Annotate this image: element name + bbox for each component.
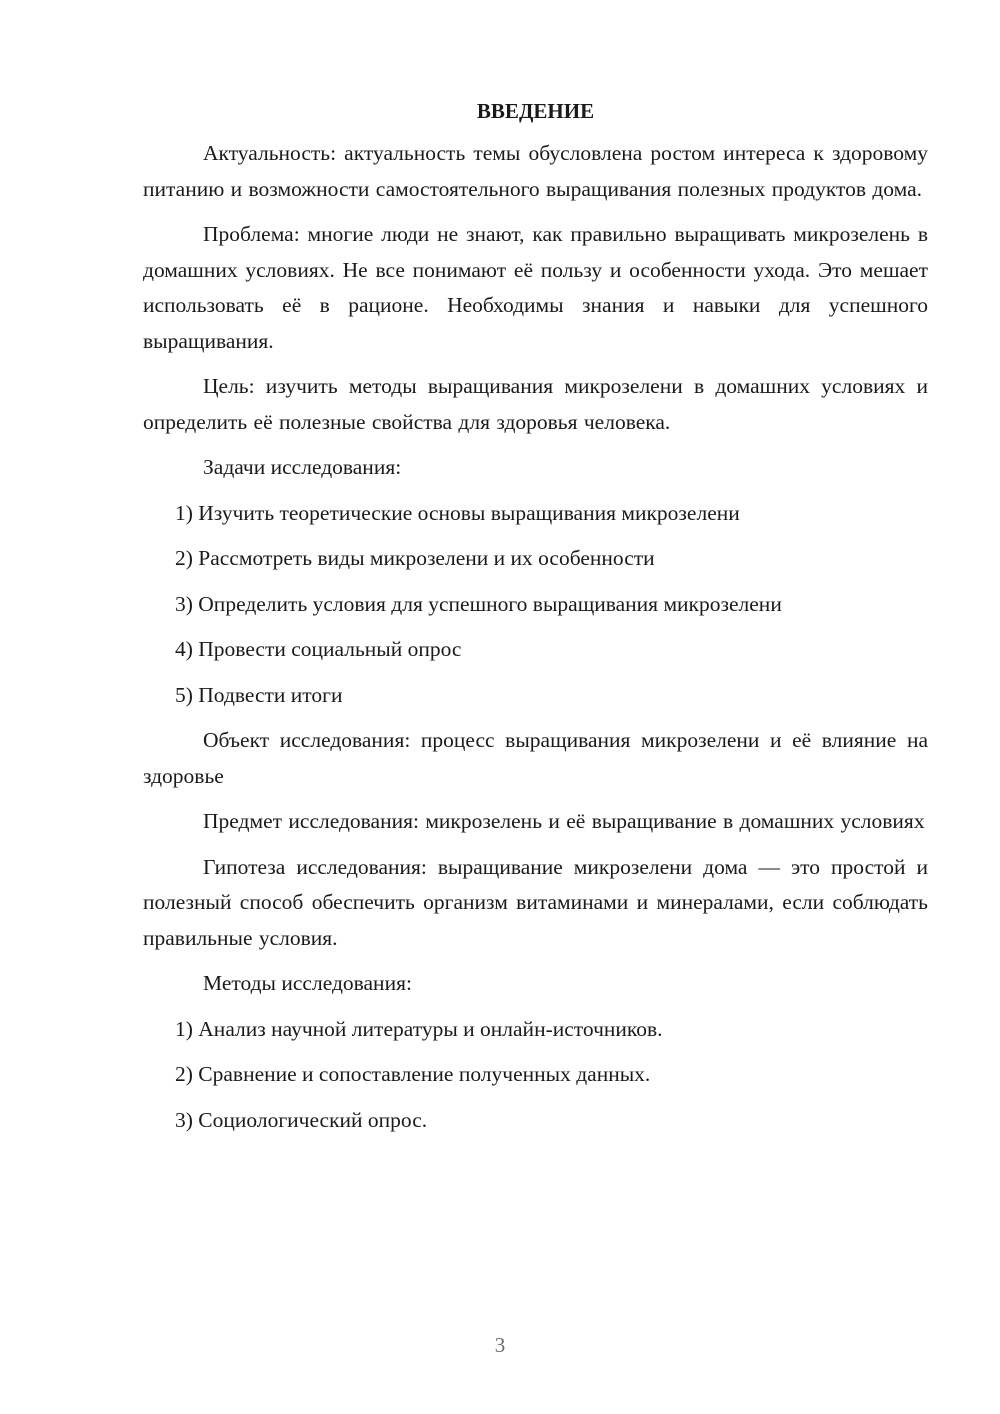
page-content <box>143 94 928 1148</box>
list-item: 1) Изучить теоретические основы выращивания микрозелени <box>175 500 740 525</box>
paragraph-object: Объект исследования: процесс выращивания микрозелени и её влияние на здоровье <box>143 728 928 788</box>
list-item: 4) Провести социальный опрос <box>175 637 462 661</box>
section-heading: ВВЕДЕНИЕ <box>476 99 595 123</box>
list-item: 2) Рассмотреть виды микрозелени и их особенности <box>175 546 655 570</box>
list-item: 2) Сравнение и сопоставление полученных данных. <box>175 1062 651 1086</box>
list-item: 3) Определить условия для успешного выращивания микрозелени <box>175 591 782 616</box>
paragraph-subject: Предмет исследования: микрозелень и её выращивание в домашних условиях <box>203 809 925 833</box>
page-number: 3 <box>494 1333 506 1357</box>
tasks-list <box>143 496 928 714</box>
methods-label: Методы исследования: <box>203 971 412 995</box>
paragraph-hypothesis: Гипотеза исследования: выращивание микрозелени дома — это простой и полезный способ обеспечить организм витаминами и минералами, если соблюдать правильные условия. <box>143 854 928 950</box>
list-item: 3) Социологический опрос. <box>175 1107 428 1132</box>
paragraph-goal: Цель: изучить методы выращивания микрозелени в домашних условиях и определить её полезные свойства для здоровья человека. <box>143 374 928 434</box>
methods-list <box>143 1012 928 1139</box>
paragraph-problem: Проблема: многие люди не знают, как правильно выращивать микрозелень в домашних условиях. Не все понимают её пользу и особенности ухода. Это мешает использовать её в рационе. Необходимы знания и навыки для успешного выращивания. <box>143 222 928 353</box>
tasks-label: Задачи исследования: <box>203 455 402 479</box>
list-item: 5) Подвести итоги <box>175 682 343 707</box>
list-item: 1) Анализ научной литературы и онлайн-источников. <box>175 1016 663 1041</box>
paragraph-relevance: Актуальность: актуальность темы обусловлена ростом интереса к здоровому питанию и возможности самостоятельного выращивания полезных продуктов дома. <box>143 141 928 201</box>
